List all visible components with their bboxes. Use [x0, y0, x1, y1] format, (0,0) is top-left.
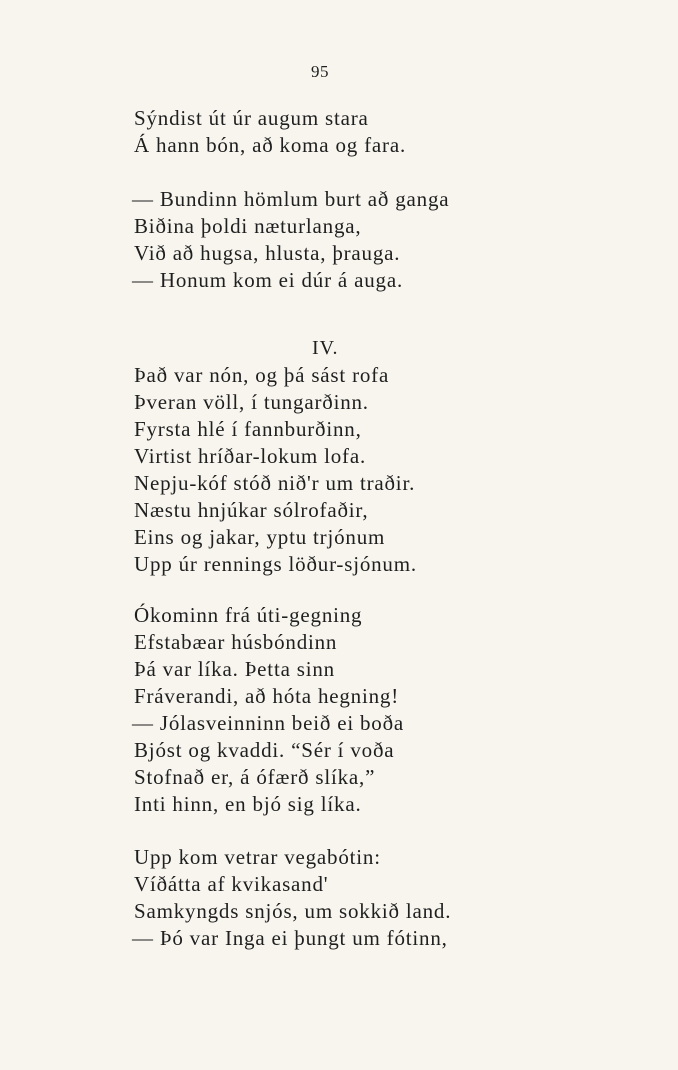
poem-line: Upp úr rennings löður-sjónum.: [134, 552, 417, 576]
poem-line: Samkyngds snjós, um sokkið land.: [134, 899, 452, 923]
poem-line: Virtist hríðar-lokum lofa.: [134, 444, 366, 468]
poem-line: Bjóst og kvaddi. “Sér í voða: [134, 738, 395, 762]
poem-line: Fráverandi, að hóta hegning!: [134, 684, 399, 708]
poem-line: Fyrsta hlé í fannburðinn,: [134, 417, 362, 441]
poem-line: Upp kom vetrar vegabótin:: [134, 845, 381, 869]
page-number: 95: [311, 62, 329, 81]
poem-line: Efstabæar húsbóndinn: [134, 630, 338, 654]
poem-line: Við að hugsa, hlusta, þrauga.: [134, 241, 401, 265]
poem-line: Næstu hnjúkar sólrofaðir,: [134, 498, 369, 522]
poem-line: Stofnað er, á ófærð slíka,”: [134, 765, 376, 789]
poem-line: Það var nón, og þá sást rofa: [134, 363, 390, 387]
poem-line: Á hann bón, að koma og fara.: [134, 133, 406, 157]
poem-line: Sýndist út úr augum stara: [134, 106, 369, 130]
poem-line: Inti hinn, en bjó sig líka.: [134, 792, 362, 816]
poem-line: Þá var líka. Þetta sinn: [134, 657, 335, 681]
poem-line: — Jólasveinninn beið ei boða: [132, 711, 405, 735]
poem-line: Biðina þoldi næturlanga,: [134, 214, 362, 238]
poem-line: — Honum kom ei dúr á auga.: [132, 268, 403, 292]
poem-line: Þveran völl, í tungarðinn.: [134, 390, 369, 414]
poem-line: Nepju-kóf stóð nið'r um traðir.: [134, 471, 416, 495]
poem-line: — Bundinn hömlum burt að ganga: [132, 187, 450, 211]
poem-line: — Þó var Inga ei þungt um fótinn,: [132, 926, 448, 950]
section-heading: IV.: [312, 337, 339, 359]
poem-line: Víðátta af kvikasand': [134, 872, 329, 896]
poem-line: Eins og jakar, yptu trjónum: [134, 525, 386, 549]
poem-line: Ókominn frá úti-gegning: [134, 603, 363, 627]
